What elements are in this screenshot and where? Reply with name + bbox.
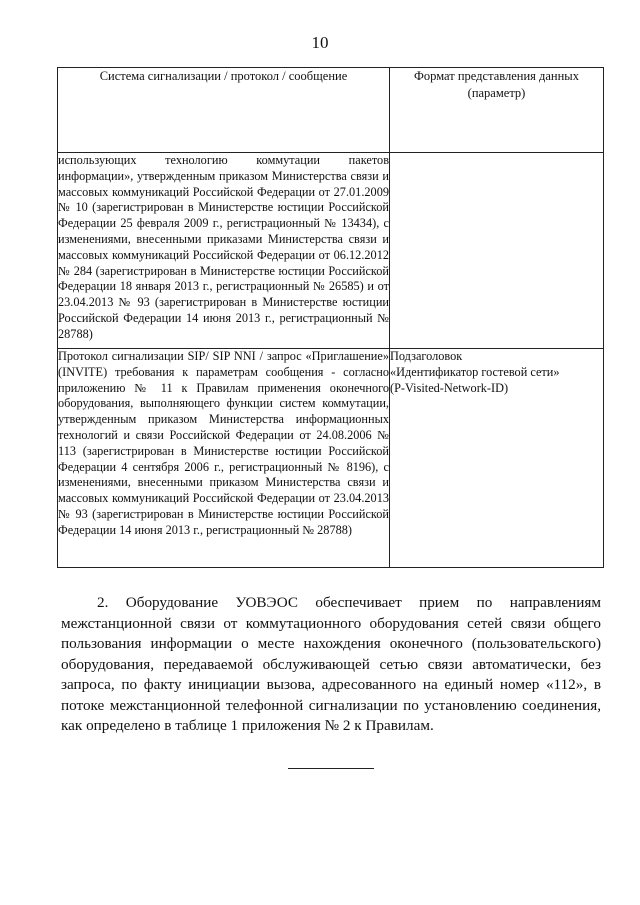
column-header-data-format: Формат представления данных (параметр) <box>390 68 604 153</box>
table-header-row <box>58 68 604 153</box>
separator-line <box>288 768 374 769</box>
body-paragraph: 2. Оборудование УОВЭОС обеспечивает прием по направлениям межстанционной связи от коммутационного оборудования сетей связи общего пользования информации о месте нахождения оконечного (пользовательского) оборудования, передаваемой обслуживающей сетью связи автоматически, без запроса, по факту инициации вызова, адресованного на единый номер «112», в потоке межстанционной телефонной сигнализации по установлению соединения, как определено в таблице 1 приложения № 2 к Правилам. <box>61 594 601 734</box>
column-header-protocol: Система сигнализации / протокол / сообщение <box>58 68 390 153</box>
table-cell-data-format-empty <box>390 153 604 349</box>
table-row <box>58 153 604 349</box>
table-cell-protocol-description: Протокол сигнализации SIP/ SIP NNI / запрос «Приглашение» (INVITE) требования к параметрам сообщения - согласно приложению № 11 к Правилам применения оконечного оборудования, выполняющего функции систем коммутации, утвержденным приказом Министерства информационных технологий и связи Российской Федерации от 24.08.2006 № 113 (зарегистрирован в Министерстве юстиции Российской Федерации 4 сентября 2006 г., регистрационный № 8196), с изменениями, внесенными приказом Министерства связи и массовых коммуникаций Российской Федерации от 23.04.2013 № 93 (зарегистрирован в Министерстве юстиции Российской Федерации 14 июня 2013 г., регистрационный № 28788) <box>58 349 390 568</box>
table-row <box>58 349 604 568</box>
table-cell-data-format <box>390 349 604 568</box>
page-number: 10 <box>311 33 329 52</box>
table-cell-protocol-description: использующих технологию коммутации пакетов информации», утвержденным приказом Министерства связи и массовых коммуникаций Российской Федерации от 27.01.2009 № 10 (зарегистрирован в Министерстве юстиции Российской Федерации 25 февраля 2009 г., регистрационный № 13434), с изменениями, внесенными приказами Министерства связи и массовых коммуникаций Российской Федерации от 06.12.2012 № 284 (зарегистрирован в Министерстве юстиции Российской Федерации 18 января 2013 г., регистрационный № 26585) и от 23.04.2013 № 93 (зарегистрирован в Министерстве юстиции Российской Федерации 14 июня 2013 г., регистрационный № 28788) <box>58 153 390 349</box>
visited-network-id-label: «Идентификатор гостевой сети» <box>390 364 560 379</box>
visited-network-id-header-name: (P-Visited-Network-ID) <box>390 380 509 395</box>
subheader-label: Подзаголовок <box>390 349 463 363</box>
signaling-table <box>57 67 604 568</box>
